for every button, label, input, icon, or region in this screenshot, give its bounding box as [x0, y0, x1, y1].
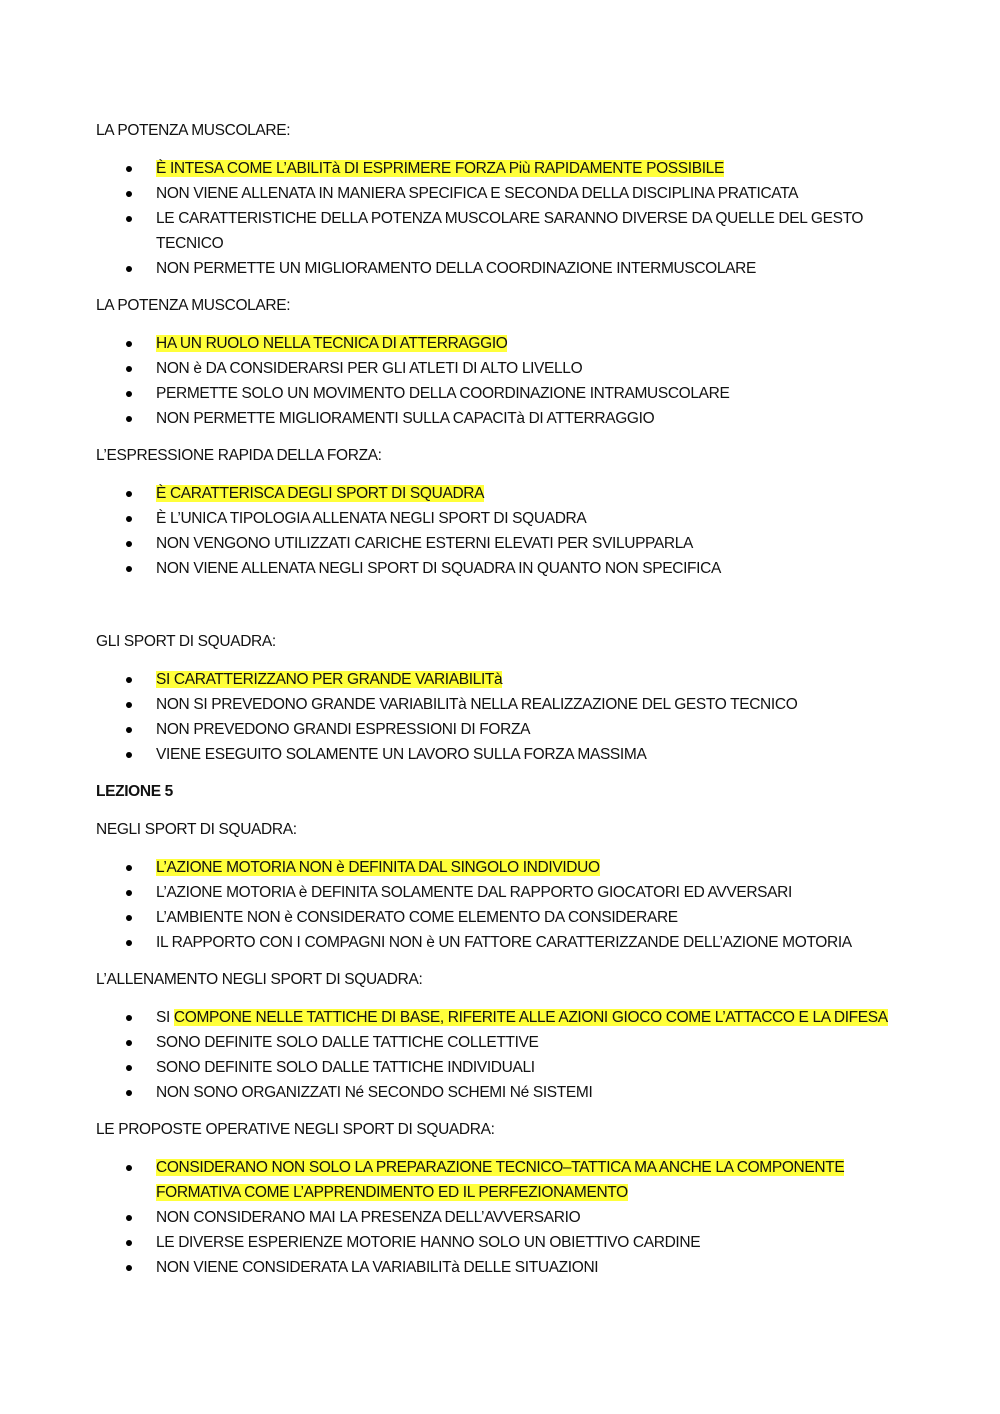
list-item [96, 1080, 916, 1105]
section-heading: LE PROPOSTE OPERATIVE NEGLI SPORT DI SQUADRA: [96, 1121, 495, 1138]
list-item [96, 1155, 916, 1205]
section-heading: L’ALLENAMENTO NEGLI SPORT DI SQUADRA: [96, 971, 423, 988]
answer-list [96, 481, 916, 581]
list-item [96, 880, 916, 905]
answer-list [96, 1005, 916, 1105]
highlighted-answer: È CARATTERISCA DEGLI SPORT DI SQUADRA [156, 485, 485, 502]
item-text: VIENE ESEGUITO SOLAMENTE UN LAVORO SULLA FORZA MASSIMA [156, 746, 647, 763]
item-text: L’AMBIENTE NON è CONSIDERATO COME ELEMENTO DA CONSIDERARE [156, 909, 678, 926]
list-item [96, 692, 916, 717]
list-item [96, 331, 916, 356]
item-text: NON VIENE CONSIDERATA LA VARIABILITà DELLE SITUAZIONI [156, 1259, 599, 1276]
answer-list [96, 855, 916, 955]
document-page [96, 118, 916, 1292]
list-item [96, 181, 916, 206]
item-text: L’AZIONE MOTORIA è DEFINITA SOLAMENTE DAL RAPPORTO GIOCATORI ED AVVERSARI [156, 884, 792, 901]
answer-list [96, 331, 916, 431]
list-item [96, 1230, 916, 1255]
item-text: LE CARATTERISTICHE DELLA POTENZA MUSCOLARE SARANNO DIVERSE DA QUELLE DEL GESTO TECNICO [156, 210, 864, 252]
highlighted-answer: L’AZIONE MOTORIA NON è DEFINITA DAL SINGOLO INDIVIDUO [156, 859, 600, 876]
list-item [96, 742, 916, 767]
list-item [96, 905, 916, 930]
list-item [96, 481, 916, 506]
item-text: NON è DA CONSIDERARSI PER GLI ATLETI DI ALTO LIVELLO [156, 360, 583, 377]
list-item [96, 256, 916, 281]
answer-list [96, 667, 916, 767]
list-item [96, 1005, 916, 1030]
section-heading: LA POTENZA MUSCOLARE: [96, 122, 291, 139]
item-text: NON PERMETTE UN MIGLIORAMENTO DELLA COORDINAZIONE INTERMUSCOLARE [156, 260, 756, 277]
item-text: NON PERMETTE MIGLIORAMENTI SULLA CAPACITà DI ATTERRAGGIO [156, 410, 655, 427]
lesson-title: LEZIONE 5 [96, 783, 173, 800]
item-text: SONO DEFINITE SOLO DALLE TATTICHE COLLETTIVE [156, 1034, 539, 1051]
list-item [96, 381, 916, 406]
list-item [96, 506, 916, 531]
item-text: NON SONO ORGANIZZATI Né SECONDO SCHEMI Né SISTEMI [156, 1084, 593, 1101]
item-text: IL RAPPORTO CON I COMPAGNI NON è UN FATTORE CARATTERIZZANDE DELL’AZIONE MOTORIA [156, 934, 852, 951]
item-text: NON VIENE ALLENATA NEGLI SPORT DI SQUADRA IN QUANTO NON SPECIFICA [156, 560, 721, 577]
list-item [96, 406, 916, 431]
list-item [96, 1055, 916, 1080]
list-item [96, 556, 916, 581]
answer-list [96, 1155, 916, 1280]
list-item [96, 930, 916, 955]
list-item [96, 717, 916, 742]
list-item [96, 1030, 916, 1055]
list-item [96, 667, 916, 692]
item-text: È L’UNICA TIPOLOGIA ALLENATA NEGLI SPORT DI SQUADRA [156, 510, 587, 527]
list-item [96, 356, 916, 381]
item-text: SONO DEFINITE SOLO DALLE TATTICHE INDIVIDUALI [156, 1059, 535, 1076]
highlighted-answer: HA UN RUOLO NELLA TECNICA DI ATTERRAGGIO [156, 335, 508, 352]
list-item [96, 531, 916, 556]
list-item [96, 1205, 916, 1230]
answer-list [96, 156, 916, 281]
highlighted-answer: COMPONE NELLE TATTICHE DI BASE, RIFERITE ALLE AZIONI GIOCO COME L’ATTACCO E LA DIFESA [173, 1009, 888, 1026]
list-item [96, 206, 916, 256]
highlighted-answer: CONSIDERANO NON SOLO LA PREPARAZIONE TECNICO–TATTICA MA ANCHE LA COMPONENTE FORMATIVA COME L’APPRENDIMENTO ED IL PERFEZIONAMENTO [156, 1159, 845, 1201]
list-item [96, 156, 916, 181]
list-item [96, 1255, 916, 1280]
section-heading: GLI SPORT DI SQUADRA: [96, 633, 276, 650]
spacer [96, 593, 916, 629]
item-text: NON VENGONO UTILIZZATI CARICHE ESTERNI ELEVATI PER SVILUPPARLA [156, 535, 693, 552]
item-text: NON VIENE ALLENATA IN MANIERA SPECIFICA E SECONDA DELLA DISCIPLINA PRATICATA [156, 185, 799, 202]
item-text: NON CONSIDERANO MAI LA PRESENZA DELL’AVVERSARIO [156, 1209, 581, 1226]
highlighted-answer: SI CARATTERIZZANO PER GRANDE VARIABILITà [156, 671, 503, 688]
section-heading: L’ESPRESSIONE RAPIDA DELLA FORZA: [96, 447, 382, 464]
list-item [96, 855, 916, 880]
item-text: SI [156, 1009, 174, 1026]
item-text: NON SI PREVEDONO GRANDE VARIABILITà NELLA REALIZZAZIONE DEL GESTO TECNICO [156, 696, 798, 713]
item-text: LE DIVERSE ESPERIENZE MOTORIE HANNO SOLO UN OBIETTIVO CARDINE [156, 1234, 701, 1251]
item-text: PERMETTE SOLO UN MOVIMENTO DELLA COORDINAZIONE INTRAMUSCOLARE [156, 385, 730, 402]
highlighted-answer: È INTESA COME L’ABILITà DI ESPRIMERE FORZA Più RAPIDAMENTE POSSIBILE [156, 160, 724, 177]
item-text: NON PREVEDONO GRANDI ESPRESSIONI DI FORZA [156, 721, 531, 738]
section-heading: NEGLI SPORT DI SQUADRA: [96, 821, 297, 838]
section-heading: LA POTENZA MUSCOLARE: [96, 297, 291, 314]
